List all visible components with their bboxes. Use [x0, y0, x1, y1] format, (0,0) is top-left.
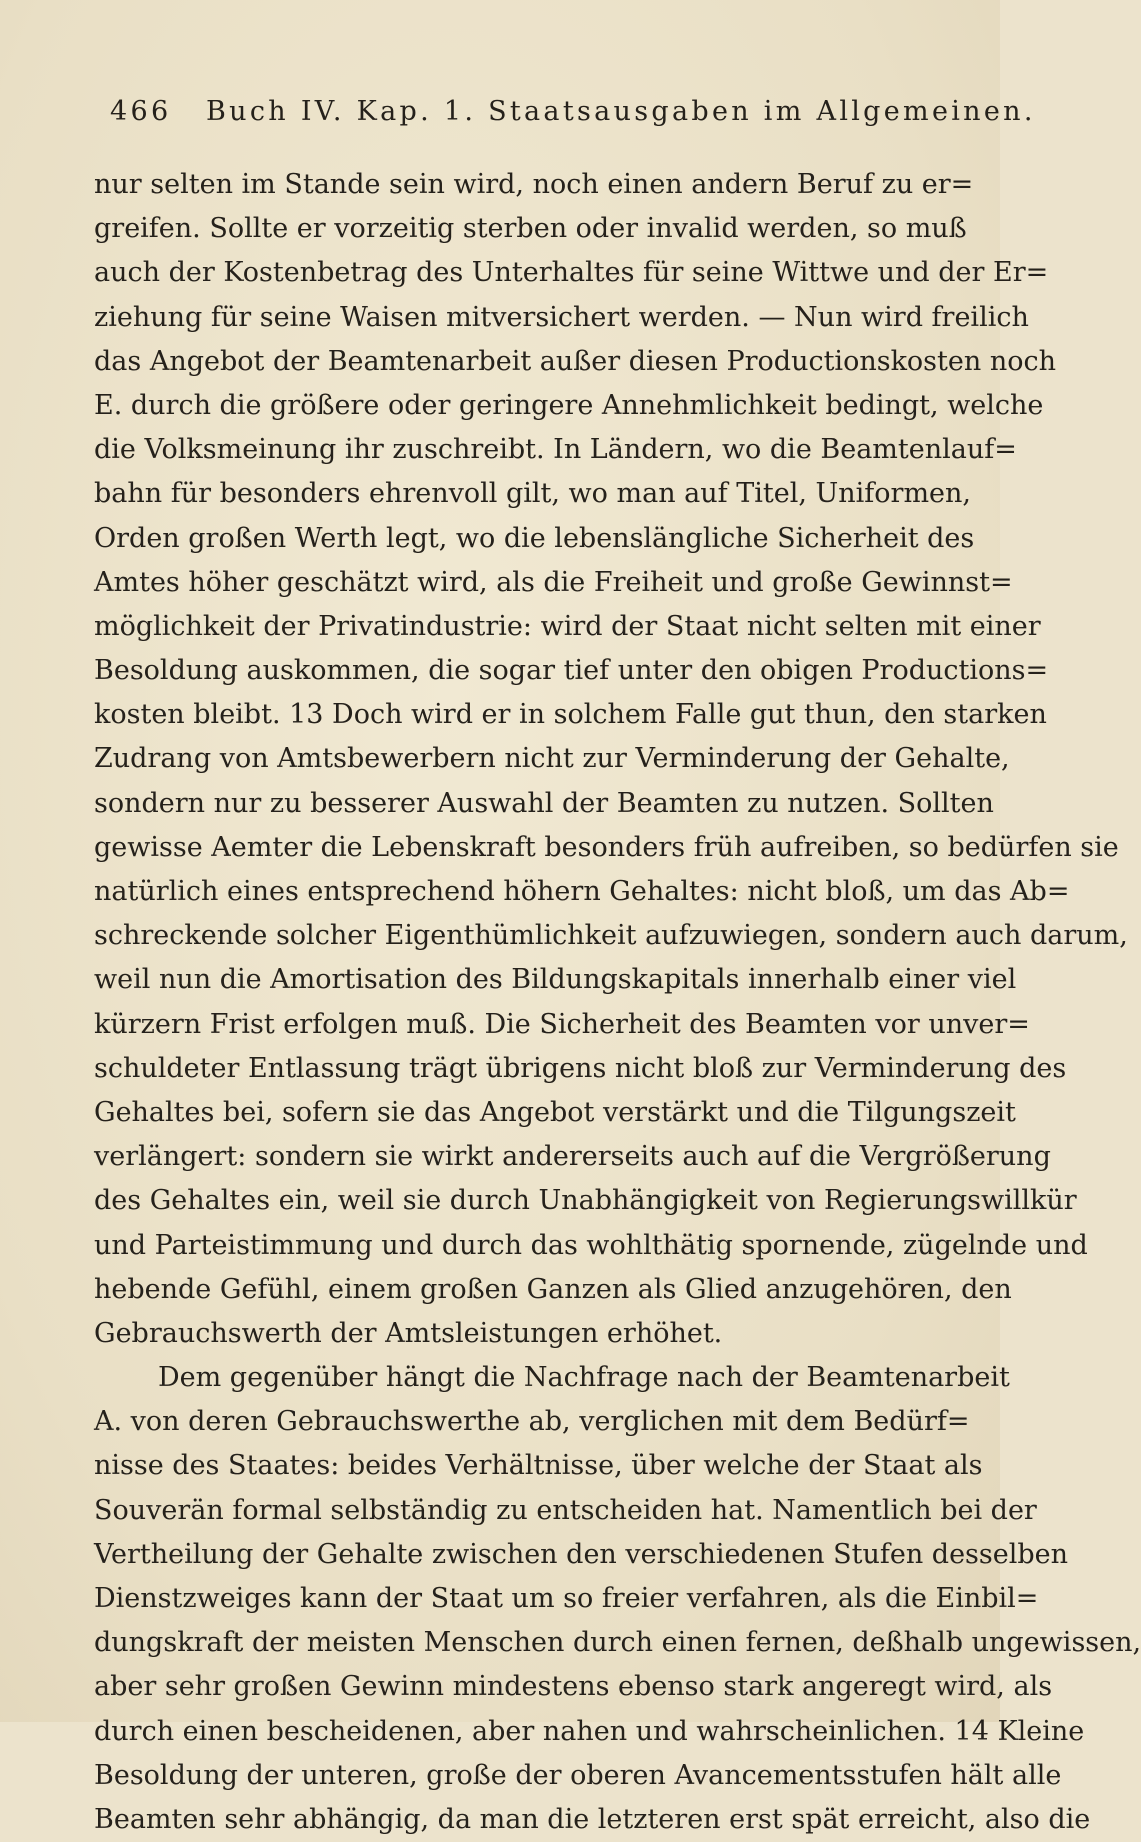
- text-line: möglichkeit der Privatindustrie: wird der Staat nicht selten mit einer: [94, 610, 1041, 642]
- text-line: schreckende solcher Eigenthümlichkeit aufzuwiegen, sondern auch darum,: [94, 920, 1128, 952]
- text-line: kürzern Frist erfolgen muß. Die Sicherheit des Beamten vor unver=: [94, 1008, 1030, 1040]
- text-line: dungskraft der meisten Menschen durch einen fernen, deßhalb ungewissen,: [94, 1627, 1141, 1659]
- text-line: auch der Kostenbetrag des Unterhaltes für seine Wittwe und der Er=: [94, 257, 1049, 289]
- body-text: [94, 163, 1141, 1842]
- text-line: ziehung für seine Waisen mitversichert werden. — Nun wird freilich: [94, 301, 1029, 333]
- text-line: aber sehr großen Gewinn mindestens ebenso stark angeregt wird, als: [94, 1671, 1053, 1703]
- text-line: durch einen bescheidenen, aber nahen und wahrscheinlichen. 14 Kleine: [94, 1715, 1085, 1747]
- text-line: Besoldung auskommen, die sogar tief unter den obigen Productions=: [94, 655, 1049, 687]
- text-line: Souverän formal selbständig zu entscheiden hat. Namentlich bei der: [94, 1494, 1037, 1526]
- text-line: natürlich eines entsprechend höhern Gehaltes: nicht bloß, um das Ab=: [94, 876, 1070, 907]
- text-line: Besoldung der unteren, große der oberen Avancementsstufen hält alle: [94, 1759, 1062, 1791]
- text-line: Amtes höher geschätzt wird, als die Freiheit und große Gewinnst=: [94, 566, 1013, 598]
- text-line: verlängert: sondern sie wirkt andererseits auch auf die Vergrößerung: [94, 1141, 1051, 1173]
- text-line: kosten bleibt. 13 Doch wird er in solchem Falle gut thun, den starken: [94, 699, 1047, 731]
- text-line: die Volksmeinung ihr zuschreibt. In Ländern, wo die Beamtenlauf=: [94, 434, 1017, 466]
- text-line: hebende Gefühl, einem großen Ganzen als Glied anzugehören, den: [94, 1273, 1012, 1305]
- text-line: sondern nur zu besserer Auswahl der Beamten zu nutzen. Sollten: [94, 787, 994, 819]
- text-line: und Parteistimmung und durch das wohlthätig spornende, zügelnde und: [94, 1229, 1088, 1261]
- text-line: Dienstzweiges kann der Staat um so freier verfahren, als die Einbil=: [94, 1583, 1039, 1614]
- text-line: Vertheilung der Gehalte zwischen den verschiedenen Stufen desselben: [94, 1538, 1069, 1570]
- text-line: gewisse Aemter die Lebenskraft besonders früh aufreiben, so bedürfen sie: [94, 831, 1119, 863]
- text-line: das Angebot der Beamtenarbeit außer diesen Productionskosten noch: [94, 345, 1056, 377]
- text-line: nur selten im Stande sein wird, noch einen andern Beruf zu er=: [94, 169, 974, 200]
- text-line: Gebrauchswerth der Amtsleistungen erhöhet.: [94, 1317, 723, 1349]
- text-line: nisse des Staates: beides Verhältnisse, über welche der Staat als: [94, 1450, 983, 1482]
- paragraph-first-line: Dem gegenüber hängt die Nachfrage nach der Beamtenarbeit: [158, 1362, 1010, 1394]
- text-line: des Gehaltes ein, weil sie durch Unabhängigkeit von Regierungswillkür: [94, 1185, 1077, 1217]
- running-title: Buch IV. Kap. 1. Staatsausgaben im Allgemeinen.: [206, 96, 1036, 127]
- text-line: weil nun die Amortisation des Bildungskapitals innerhalb einer viel: [94, 964, 1017, 996]
- text-line: schuldeter Entlassung trägt übrigens nicht bloß zur Verminderung des: [94, 1052, 1067, 1084]
- text-line: bahn für besonders ehrenvoll gilt, wo man auf Titel, Uniformen,: [94, 478, 971, 510]
- page-number: 466: [110, 96, 172, 127]
- text-line: greifen. Sollte er vorzeitig sterben oder invalid werden, so muß: [94, 213, 967, 245]
- text-line: Gehaltes bei, sofern sie das Angebot verstärkt und die Tilgungszeit: [94, 1096, 1016, 1128]
- text-line: Orden großen Werth legt, wo die lebenslängliche Sicherheit des: [94, 522, 975, 554]
- text-line: Zudrang von Amtsbewerbern nicht zur Verminderung der Gehalte,: [94, 743, 1010, 775]
- text-line: Beamten sehr abhängig, da man die letzteren erst spät erreicht, also die: [94, 1803, 1091, 1835]
- page-header: [96, 96, 1036, 140]
- text-line: E. durch die größere oder geringere Annehmlichkeit bedingt, welche: [94, 389, 1044, 421]
- text-line: A. von deren Gebrauchswerthe ab, verglichen mit dem Bedürf=: [94, 1406, 970, 1438]
